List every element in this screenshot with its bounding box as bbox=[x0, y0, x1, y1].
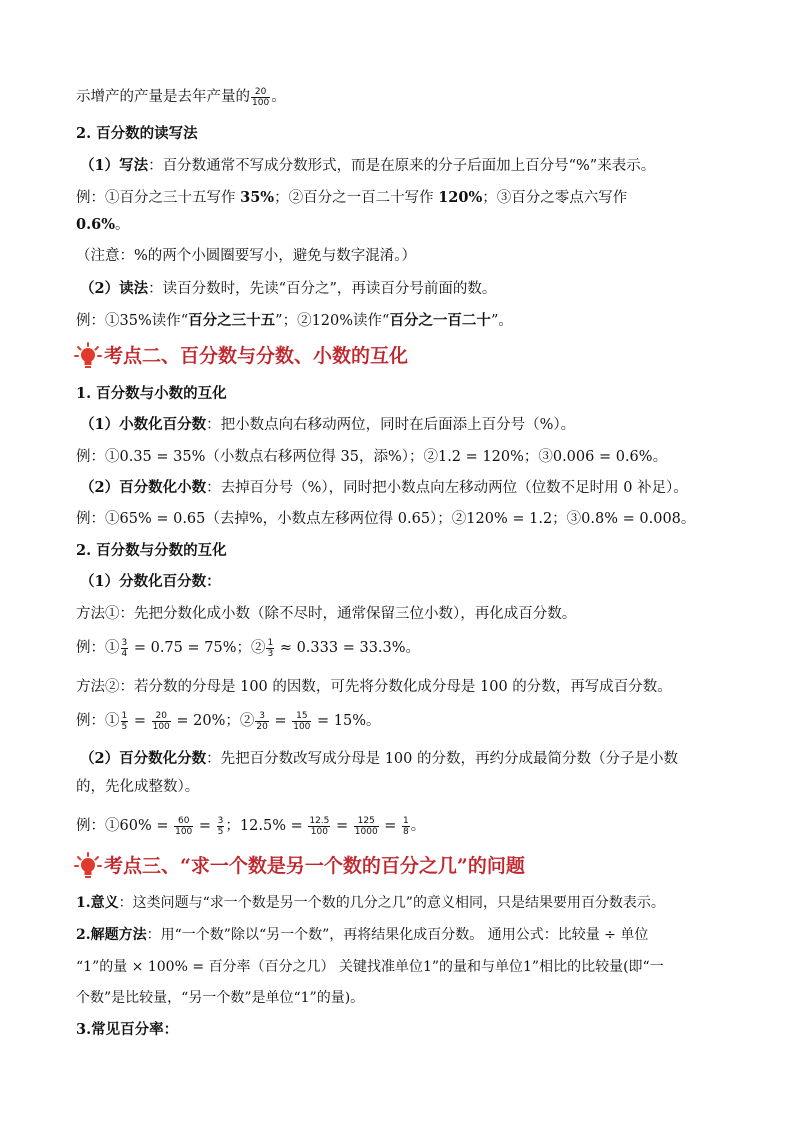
meaning: 1.意义：这类问题与“求一个数是另一个数的几分之几”的意义相同，只是结果要用百分数表示。 bbox=[76, 895, 665, 911]
lightbulb-icon bbox=[74, 342, 102, 370]
method-1: 方法①：先把分数化成小数（除不尽时，通常保留三位小数），再化成百分数。 bbox=[76, 606, 577, 622]
method: 2.解题方法：用“一个数”除以“另一个数”，再将结果化成百分数。 通用公式：比较量 ÷ 单位 bbox=[76, 927, 649, 943]
read-method: （2）读法：读百分数时，先读“百分之”，再读百分号前面的数。 bbox=[80, 280, 497, 297]
intro-line: 示增产的产量是去年产量的 $\frac{20}{100}$ 。 bbox=[76, 86, 286, 108]
note-text: （注意：%的两个小圆圈要写小，避免与数字混淆。） bbox=[76, 248, 417, 264]
common-rates-title: 3.常见百分率： bbox=[76, 1021, 179, 1038]
section-title: 2. 百分数的读写法 bbox=[76, 125, 198, 142]
method-2-example: 例：① $\frac{1}{5}$ = $\frac{20}{100}$ = 20%；② $\frac{3}{20}$ = $\frac{15}{100}$ = 15%。 bbox=[76, 710, 381, 732]
section-heading: 考点二、百分数与分数、小数的互化 bbox=[104, 345, 409, 367]
method-2: 方法②：若分数的分母是 100 的因数，可先将分数化成分母是 100 的分数，再写成百分数。 bbox=[76, 679, 672, 695]
write-method: （1）写法：百分数通常不写成分数形式，而是在原来的分子后面加上百分号“%”来表示。 bbox=[80, 157, 656, 174]
percent-to-fraction: （2）百分数化分数：先把百分数改写成分母是 100 的分数，再约分成最简分数（分子是小数 bbox=[80, 750, 678, 767]
decimal-to-percent-example: 例：①0.35 = 35%（小数点右移两位得 35，添%）；②1.2 = 120%；③0.006 = 0.6%。 bbox=[76, 449, 668, 465]
read-example: 例：①35%读作“百分之三十五”；②120%读作“百分之一百二十”。 bbox=[76, 312, 513, 329]
write-example: 例：①百分之三十五写作 35%；②百分之一百二十写作 120%；③百分之零点六写作 bbox=[76, 189, 628, 206]
section-heading: 考点三、“求一个数是另一个数的百分之几”的问题 bbox=[104, 855, 525, 877]
fraction: $\frac{20}{100}$ bbox=[252, 86, 270, 108]
percent-to-fraction-cont: 的，先化成整数）。 bbox=[76, 779, 200, 795]
fraction-to-percent: （1）分数化百分数： bbox=[80, 573, 221, 590]
percent-to-decimal: （2）百分数化小数：去掉百分号（%），同时把小数点向左移动两位（位数不足时用 0 补足）。 bbox=[80, 479, 688, 496]
lightbulb-icon bbox=[74, 852, 102, 880]
percent-to-decimal-example: 例：①65% = 0.65（去掉%，小数点左移两位得 0.65）；②120% = 1.2；③0.8% = 0.008。 bbox=[76, 511, 696, 527]
decimal-to-percent: （1）小数化百分数：把小数点向右移动两位，同时在后面添上百分号（%）。 bbox=[80, 416, 576, 433]
method-1-example: 例：① $\frac{3}{4}$ = 0.75 = 75%；② $\frac{1}{3}$ ≈ 0.333 = 33.3%。 bbox=[76, 637, 421, 659]
method-cont-2: 个数”是比较量，“另一个数”是单位“1”的量)。 bbox=[76, 990, 365, 1006]
intro-text: 示增产的产量是去年产量的 bbox=[76, 89, 250, 105]
percent-to-fraction-example: 例：①60% = $\frac{60}{100}$ = $\frac{3}{5}$ ；12.5% = $\frac{12.5}{100}$ = $\frac{125}{1000}$ = $\frac{1}{8}$ 。 bbox=[76, 815, 426, 837]
subsection-title: 1. 百分数与小数的互化 bbox=[76, 385, 227, 402]
subsection-title: 2. 百分数与分数的互化 bbox=[76, 542, 227, 559]
method-cont: “1”的量 × 100% = 百分率（百分之几） 关键找准单位1”的量和与单位1”相比的比较量(即“一 bbox=[76, 959, 664, 975]
write-example-cont: 0.6%。 bbox=[76, 216, 130, 233]
